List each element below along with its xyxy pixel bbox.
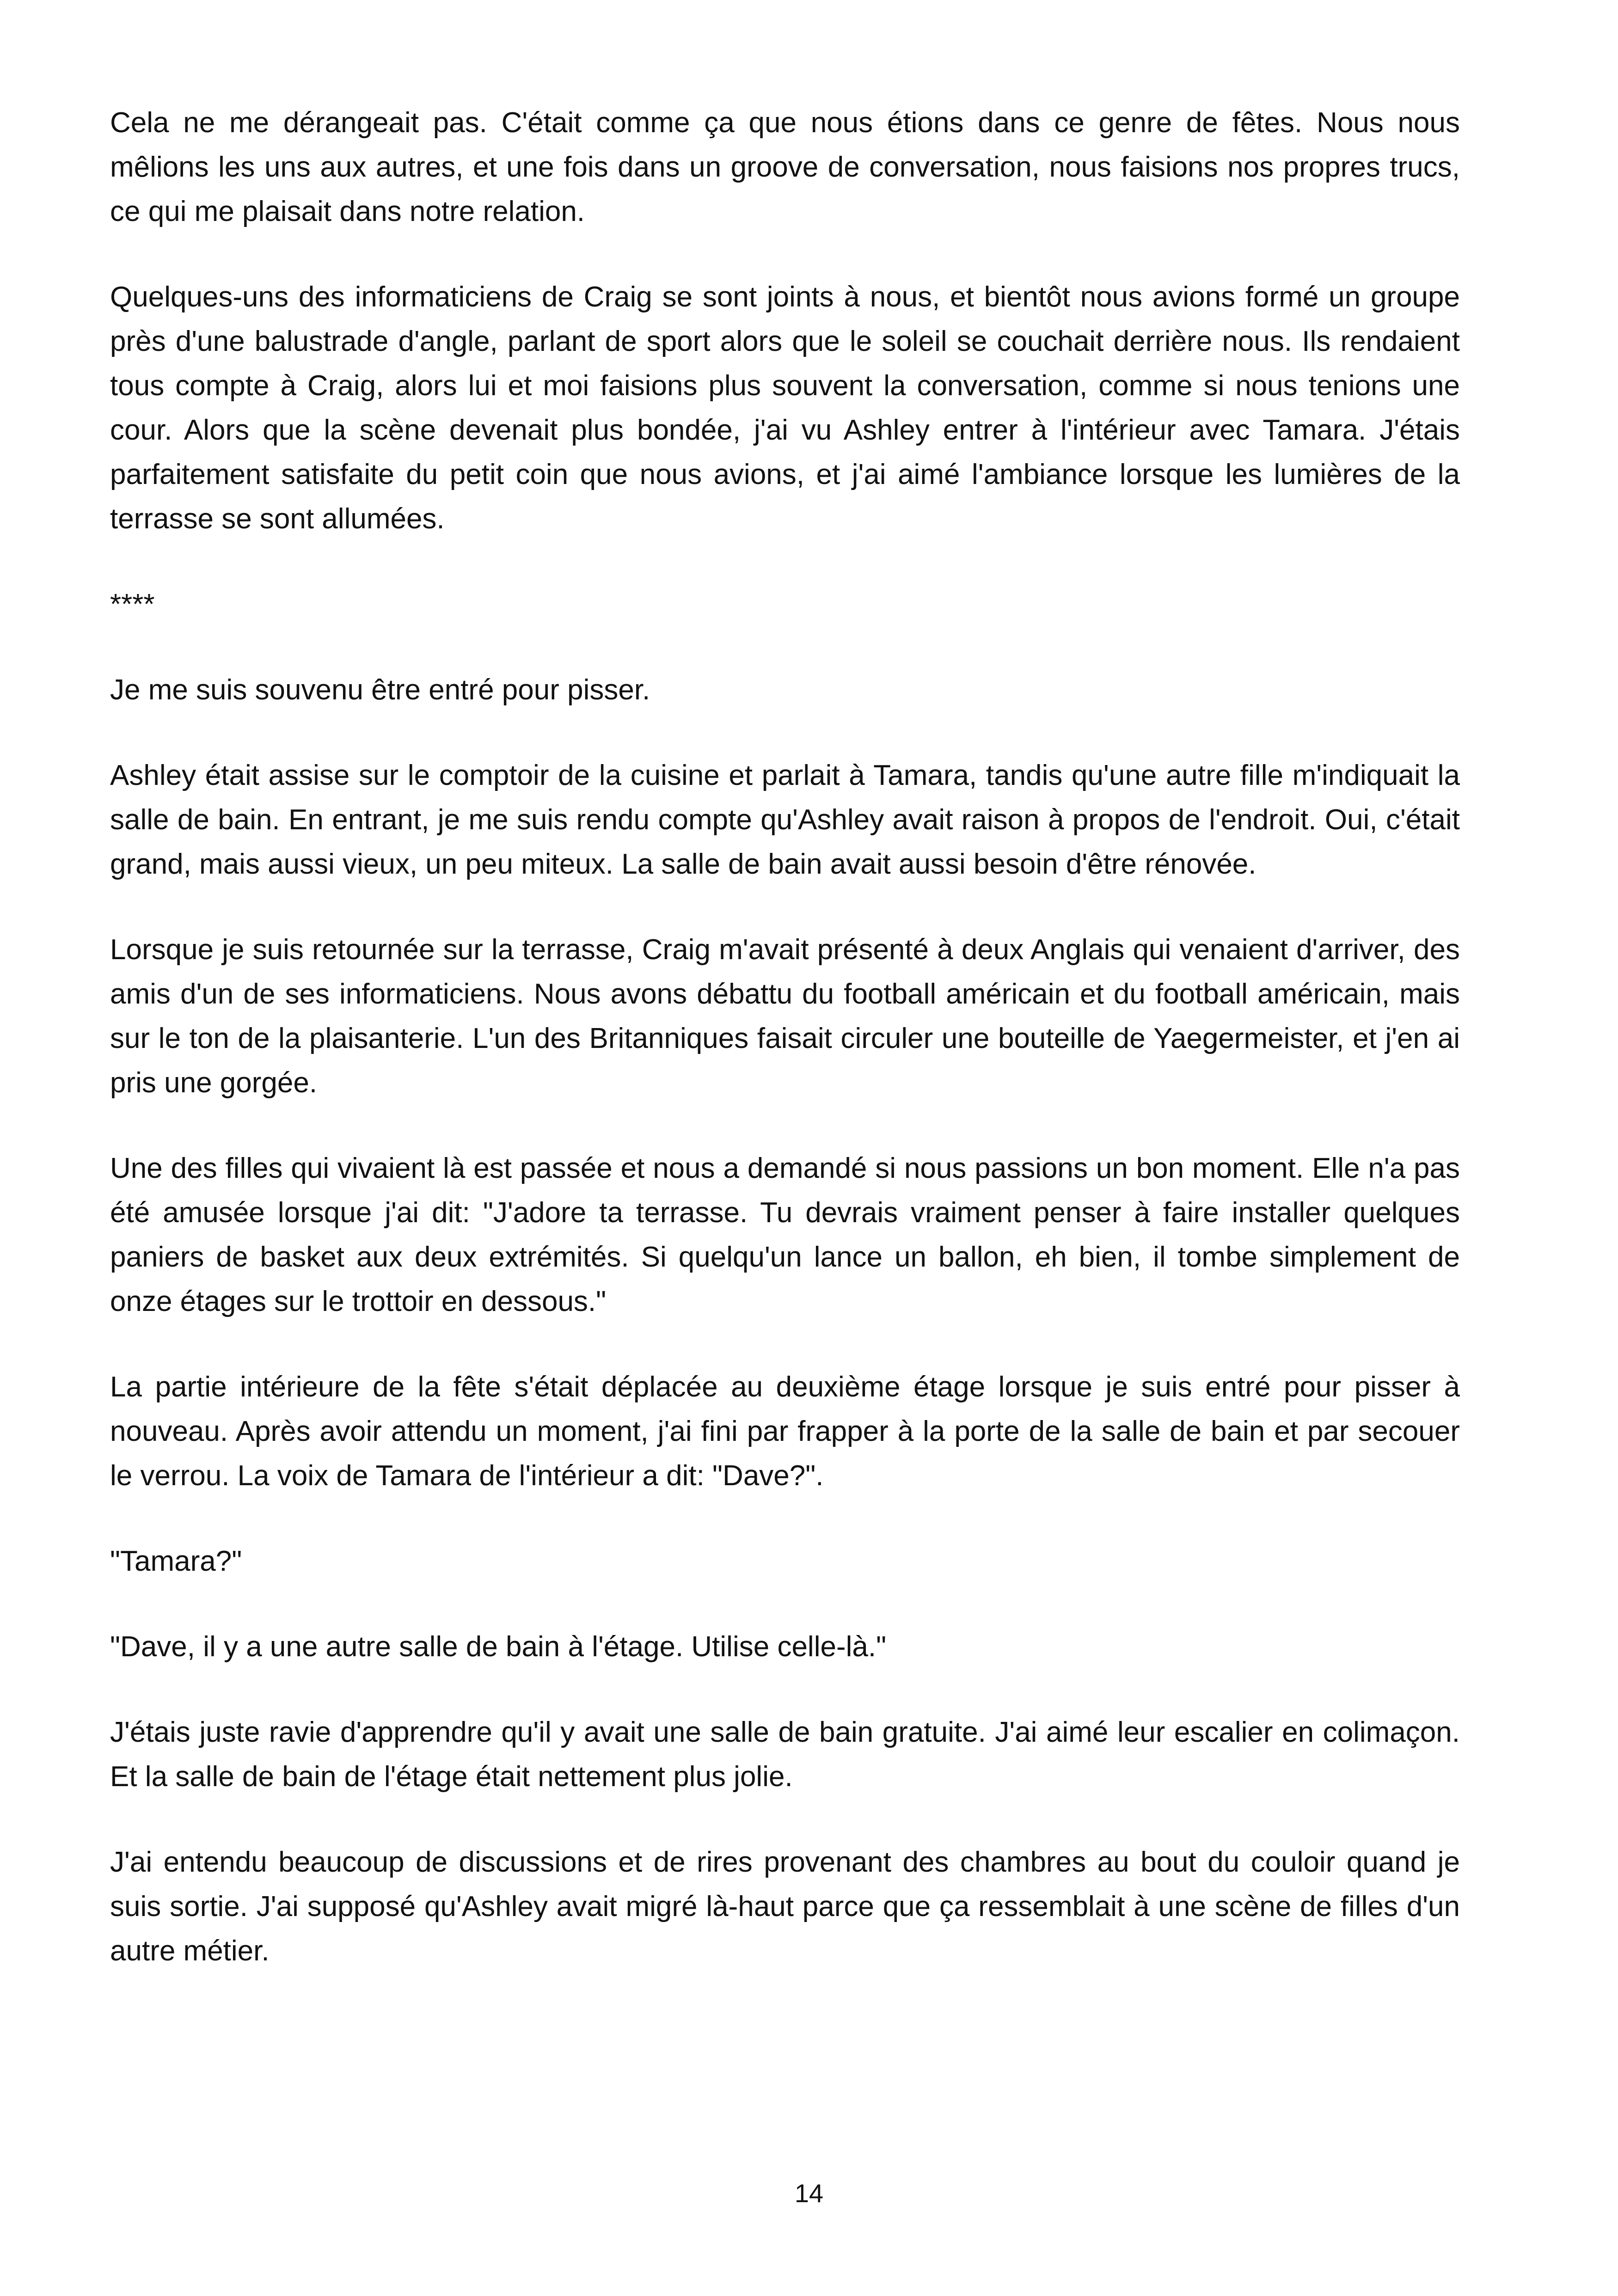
paragraph-5: Lorsque je suis retournée sur la terrasse, Craig m'avait présenté à deux Anglais qui venaient d'arriver, des amis d'un de ses informaticiens. Nous avons débattu du football américain et du football américain, mais sur le ton de la plaisanterie. L'un des Britanniques faisait circuler une bouteille de Yaegermeister, et j'en ai pris une gorgée.	[110, 934, 1460, 1099]
paragraph-6: Une des filles qui vivaient là est passée et nous a demandé si nous passions un bon moment. Elle n'a pas été amusée lorsque j'ai dit: "J'adore ta terrasse. Tu devrais vraiment penser à faire installer quelques paniers de basket aux deux extrémités. Si quelqu'un lance un ballon, eh bien, il tombe simplement de onze étages sur le trottoir en dessous."	[110, 1152, 1460, 1317]
paragraph-4: Ashley était assise sur le comptoir de la cuisine et parlait à Tamara, tandis qu'une autre fille m'indiquait la salle de bain. En entrant, je me suis rendu compte qu'Ashley avait raison à propos de l'endroit. Oui, c'était grand, mais aussi vieux, un peu miteux. La salle de bain avait aussi besoin d'être rénovée.	[110, 759, 1460, 880]
dialogue-line-1: "Tamara?"	[110, 1545, 242, 1577]
dialogue-line-2: "Dave, il y a une autre salle de bain à l'étage. Utilise celle-là."	[110, 1631, 887, 1663]
page-number: 14	[794, 2179, 824, 2208]
body-text	[110, 101, 1460, 2014]
paragraph-8: J'étais juste ravie d'apprendre qu'il y avait une salle de bain gratuite. J'ai aimé leur escalier en colimaçon. Et la salle de bain de l'étage était nettement plus jolie.	[110, 1716, 1460, 1793]
paragraph-2: Quelques-uns des informaticiens de Craig se sont joints à nous, et bientôt nous avions formé un groupe près d'une balustrade d'angle, parlant de sport alors que le soleil se couchait derrière nous. Ils rendaient tous compte à Craig, alors lui et moi faisions plus souvent la conversation, comme si nous tenions une cour. Alors que la scène devenait plus bondée, j'ai vu Ashley entrer à l'intérieur avec Tamara. J'étais parfaitement satisfaite du petit coin que nous avions, et j'ai aimé l'ambiance lorsque les lumières de la terrasse se sont allumées.	[110, 281, 1460, 535]
paragraph-1: Cela ne me dérangeait pas. C'était comme ça que nous étions dans ce genre de fêtes. Nous nous mêlions les uns aux autres, et une fois dans un groove de conversation, nous faisions nos propres trucs, ce qui me plaisait dans notre relation.	[110, 107, 1460, 227]
paragraph-9: J'ai entendu beaucoup de discussions et de rires provenant des chambres au bout du couloir quand je suis sortie. J'ai supposé qu'Ashley avait migré là-haut parce que ça ressemblait à une scène de filles d'un autre métier.	[110, 1846, 1460, 1967]
paragraph-7: La partie intérieure de la fête s'était déplacée au deuxième étage lorsque je suis entré pour pisser à nouveau. Après avoir attendu un moment, j'ai fini par frapper à la porte de la salle de bain et par secouer le verrou. La voix de Tamara de l'intérieur a dit: "Dave?".	[110, 1371, 1460, 1492]
scene-break: ****	[110, 588, 155, 620]
paragraph-3: Je me suis souvenu être entré pour pisser.	[110, 674, 650, 706]
